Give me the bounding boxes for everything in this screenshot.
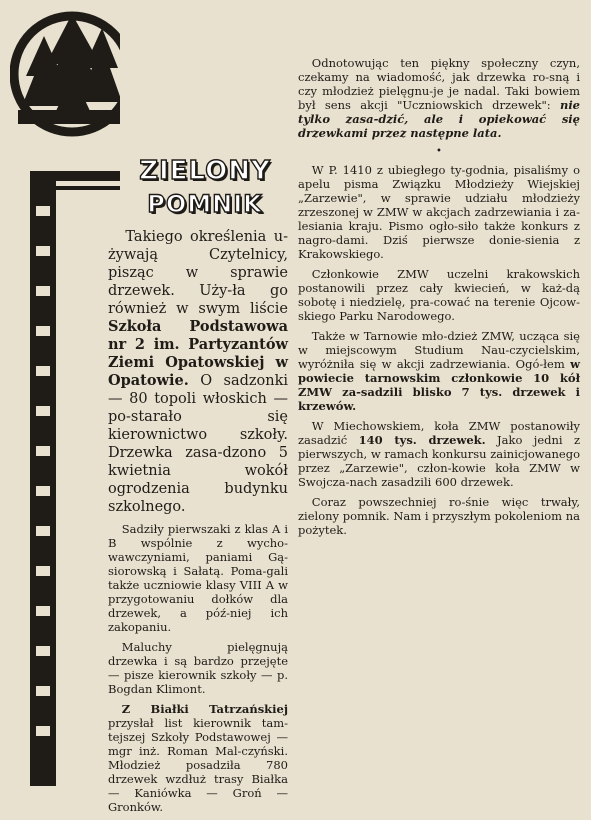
title-line-1: ZIELONY bbox=[139, 156, 271, 186]
odnotowujac-text: Odnotowując ten piękny społeczny czyn, czekamy na wiadomość, jak drzewka ro-sną i czy młodzież pielęgnu-je je nadal. Taki bowiem był sens akcji "Uczniowskich drzewek": bbox=[298, 56, 580, 112]
separator-dot: • bbox=[436, 146, 442, 157]
left-column bbox=[108, 228, 288, 820]
intro-text-c: O sadzonki — 80 topoli włoskich — po-starało się kierownictwo szkoły. Drzewka zasa-dzono 5 kwietnia wokół ogrodzenia budynku szkolnego. bbox=[108, 373, 288, 515]
intro-text-a: Takiego określenia u-żywają Czytelnicy, pisząc w sprawie drzewek. Uży-ła go również w swym liście bbox=[108, 229, 288, 317]
title-line-2: POMNIK bbox=[147, 190, 263, 218]
tarnow-text: Także w Tarnowie mło-dzież ZMW, ucząca się w miejscowym Studium Nau-czycielskim, wyróżniła się w akcji zadrzewiania. Ogó-łem bbox=[298, 329, 580, 371]
tarnow-emphasis: w powiecie tarnowskim członkowie 10 kół ZMW za-sadzili blisko 7 tys. drzewek i krzewów. bbox=[298, 357, 580, 413]
paragraph-bialka bbox=[108, 702, 288, 814]
odnotowujac-emphasis: nie tylko zasa-dzić, ale i opiekować się drzewkami przez następne lata. bbox=[298, 98, 580, 140]
bialka-heading: Z Białki Tatrzańskiej bbox=[121, 702, 288, 716]
paragraph-closing: Coraz powszechniej ro-śnie więc trwały, zielony pomnik. Nam i przyszłym pokoleniom na pożytek. bbox=[298, 495, 580, 537]
right-column bbox=[298, 56, 580, 543]
paragraph-first-graders: Sadziły pierwszaki z klas A i B wspólnie z wycho-wawczyniami, paniami Gą-siorowską i Sałatą. Poma-gali także uczniowie klasy VIII A w przygotowaniu dołków dla drzewek, a póź-niej ich zakopaniu. bbox=[108, 522, 288, 634]
miechow-emphasis: 140 tys. drzewek. bbox=[358, 433, 486, 447]
paragraph-tarnow bbox=[298, 329, 580, 413]
paragraph-intro bbox=[108, 228, 288, 516]
miechow-text-c: Jako jedni z pierwszych, w ramach konkursu zainicjowanego przez „Zarzewie", człon-kowie koła ZMW w Swojcza-nach zasadzili 600 drzewek. bbox=[298, 433, 581, 489]
paragraph-odnotowujac bbox=[298, 56, 580, 140]
bialka-text: przysłał list kierownik tam-tejszej Szkoły Podstawowej — mgr inż. Roman Mal-czyński. Młodzież posadziła 780 drzewek wzdłuż trasy Białka — Kaniówka — Groń — Gronków. bbox=[108, 716, 288, 814]
paragraph-zarzewie: W P. 1410 z ubiegłego ty-godnia, pisaliśmy o apelu pisma Związku Młodzieży Wiejskiej „Zarzewie", w sprawie udziału młodzieży zrzeszonej w ZMW w akcjach zadrzewiania i za-lesiania kraju. Pismo ogło-siło także konkurs z nagro-dami. Dziś pierwsze donie-sienia z Krakowskiego. bbox=[298, 163, 580, 261]
school-name: Szkoła Podstawowa nr 2 im. Partyzantów Ziemi Opatowskiej w Opatowie. bbox=[108, 318, 288, 389]
article-title bbox=[130, 155, 280, 219]
paragraph-krakow: Członkowie ZMW uczelni krakowskich postanowili przez cały kwiecień, w każ-dą sobotę i niedzielę, pra-cować na terenie Ojcow-skiego Parku Narodowego. bbox=[298, 267, 580, 323]
miechow-text-a: W Miechowskiem, koła ZMW postanowiły zasadzić bbox=[298, 419, 580, 447]
paragraph-maluchy: Maluchy pielęgnują drzewka i są bardzo przejęte — pisze kierownik szkoły — p. Bogdan Klimont. bbox=[108, 640, 288, 696]
tree-emblem-icon bbox=[10, 6, 120, 786]
paragraph-miechow bbox=[298, 419, 580, 489]
